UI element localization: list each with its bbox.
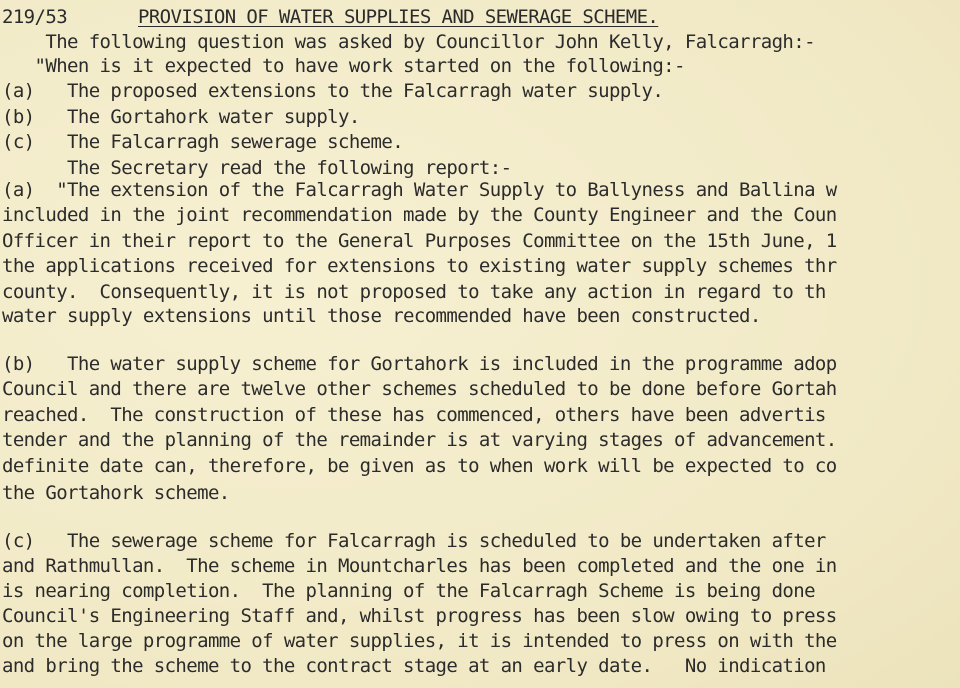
text-line: county. Consequently, it is not proposed to take any action in regard to th xyxy=(2,281,826,303)
text-line: (a) The proposed extensions to the Falcarragh water supply. xyxy=(2,80,664,102)
text-line: and Rathmullan. The scheme in Mountcharles has been completed and the one in xyxy=(2,555,837,577)
minute-reference-number: 219/53 xyxy=(2,6,68,28)
text-line: (c) The Falcarragh sewerage scheme. xyxy=(2,131,404,153)
text-line: water supply extensions until those recommended have been constructed. xyxy=(2,305,761,327)
text-line: the applications received for extensions to existing water supply schemes thr xyxy=(2,255,837,277)
text-line: and bring the scheme to the contract stage at an early date. No indication xyxy=(2,655,826,677)
document-title: PROVISION OF WATER SUPPLIES AND SEWERAGE SCHEME. xyxy=(138,6,659,28)
text-line: (b) The water supply scheme for Gortahork is included in the programme adop xyxy=(2,353,837,375)
text-line: (b) The Gortahork water supply. xyxy=(2,106,360,128)
text-line: the Gortahork scheme. xyxy=(2,482,230,504)
text-line: tender and the planning of the remainder is at varying stages of advancement. xyxy=(2,429,837,451)
text-line: Officer in their report to the General Purposes Committee on the 15th June, 1 xyxy=(2,230,837,252)
text-line: on the large programme of water supplies, it is intended to press on with the xyxy=(2,630,837,652)
text-line: Council's Engineering Staff and, whilst progress has been slow owing to press xyxy=(2,605,837,627)
text-line: "When is it expected to have work started on the following:- xyxy=(2,55,685,77)
text-line: included in the joint recommendation made by the County Engineer and the Coun xyxy=(2,204,837,226)
text-line: reached. The construction of these has commenced, others have been advertis xyxy=(2,404,826,426)
text-line: Council and there are twelve other schemes scheduled to be done before Gortah xyxy=(2,378,837,400)
text-line: is nearing completion. The planning of the Falcarragh Scheme is being done xyxy=(2,580,815,602)
text-line: (a) "The extension of the Falcarragh Water Supply to Ballyness and Ballina w xyxy=(2,179,837,201)
text-line: definite date can, therefore, be given as to when work will be expected to co xyxy=(2,455,837,477)
text-line: The following question was asked by Councillor John Kelly, Falcarragh:- xyxy=(2,31,815,53)
text-line: The Secretary read the following report:- xyxy=(2,157,512,179)
text-line: (c) The sewerage scheme for Falcarragh is scheduled to be undertaken after xyxy=(2,530,826,552)
